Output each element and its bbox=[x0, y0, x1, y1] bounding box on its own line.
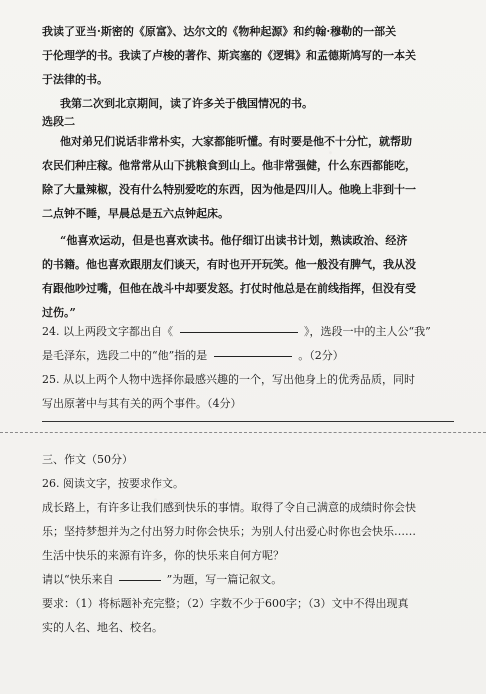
excerpt1-line2: 于伦理学的书。我读了卢梭的著作、斯宾塞的《逻辑》和孟德斯鸠写的一本关 bbox=[42, 49, 416, 62]
excerpt1-line4: 我第二次到北京期间，读了许多关于俄国情况的书。 bbox=[60, 97, 313, 110]
excerpt2-line1: 他对弟兄们说话非常朴实，大家都能听懂。有时要是他不十分忙，就帮助 bbox=[60, 135, 412, 148]
section3-heading: 三、作文（50分） bbox=[42, 453, 133, 466]
question26-line5-suffix: ”为题，写一篇记叙文。 bbox=[166, 573, 283, 586]
question24-line1-prefix: 24. 以上两段文字都出自《 bbox=[42, 325, 173, 338]
excerpt2-line3: 除了大量辣椒，没有什么特别爱吃的东西，因为他是四川人。他晚上非到十一 bbox=[42, 183, 416, 196]
question26-line5-prefix: 请以“快乐来自 bbox=[42, 573, 114, 586]
excerpt2-line7: 有跟他吵过嘴，但他在战斗中却要发怒。打仗时他总是在前线指挥，但没有受 bbox=[42, 282, 416, 295]
question24-line1 bbox=[42, 320, 452, 344]
question24-line2 bbox=[42, 344, 452, 368]
question26-line3: 乐；坚持梦想并为之付出努力时你会快乐；为别人付出爱心时你也会快乐…… bbox=[42, 525, 416, 538]
essay-title-blank[interactable] bbox=[119, 580, 161, 581]
question24-line2-prefix: 是毛泽东，选段二中的“他”指的是 bbox=[42, 349, 208, 362]
excerpt2-heading: 选段二 bbox=[42, 115, 75, 128]
question24-line1-suffix: 》，选段一中的主人公“我” bbox=[304, 325, 431, 338]
excerpt2-line2: 农民们种庄稼。他常常从山下挑粮食到山上。他非常强健，什么东西都能吃， bbox=[42, 159, 416, 172]
excerpt2-line5: “他喜欢运动，但是也喜欢读书。他仔细订出读书计划，熟读政治、经济 bbox=[60, 234, 408, 247]
question26-line5 bbox=[42, 568, 452, 592]
section-separator bbox=[0, 432, 486, 433]
question24-line2-suffix: 。（2分） bbox=[298, 349, 344, 362]
excerpt1-line3: 于法律的书。 bbox=[42, 73, 108, 86]
excerpt1-line1: 我读了亚当·斯密的《原富》、达尔文的《物种起源》和约翰·穆勒的一部关 bbox=[42, 25, 397, 38]
question24-blank2[interactable] bbox=[214, 356, 292, 357]
excerpt2-line4: 二点钟不睡，早晨总是五六点钟起床。 bbox=[42, 207, 229, 220]
question26-requirements-line2: 实的人名、地名、校名。 bbox=[42, 621, 163, 634]
excerpt2-line8: 过伤。” bbox=[42, 306, 76, 319]
question24-blank1[interactable] bbox=[180, 332, 298, 333]
question25-line2: 写出原著中与其有关的两个事件。（4分） bbox=[42, 397, 242, 410]
question26-line2: 成长路上，有许多让我们感到快乐的事情。取得了令自己满意的成绩时你会快 bbox=[42, 501, 416, 514]
question25-answer-line[interactable] bbox=[42, 421, 454, 422]
excerpt2-line6: 的书籍。他也喜欢跟朋友们谈天，有时也开开玩笑。他一般没有脾气，我从没 bbox=[42, 258, 416, 271]
question26-line4: 生活中快乐的来源有许多，你的快乐来自何方呢？ bbox=[42, 549, 284, 562]
question26-line1: 26. 阅读文字，按要求作文。 bbox=[42, 477, 184, 490]
question25-line1: 25. 从以上两个人物中选择你最感兴趣的一个，写出他身上的优秀品质，同时 bbox=[42, 373, 415, 386]
question26-requirements-line1: 要求：（1）将标题补充完整；（2）字数不少于600字；（3）文中不得出现真 bbox=[42, 597, 409, 610]
